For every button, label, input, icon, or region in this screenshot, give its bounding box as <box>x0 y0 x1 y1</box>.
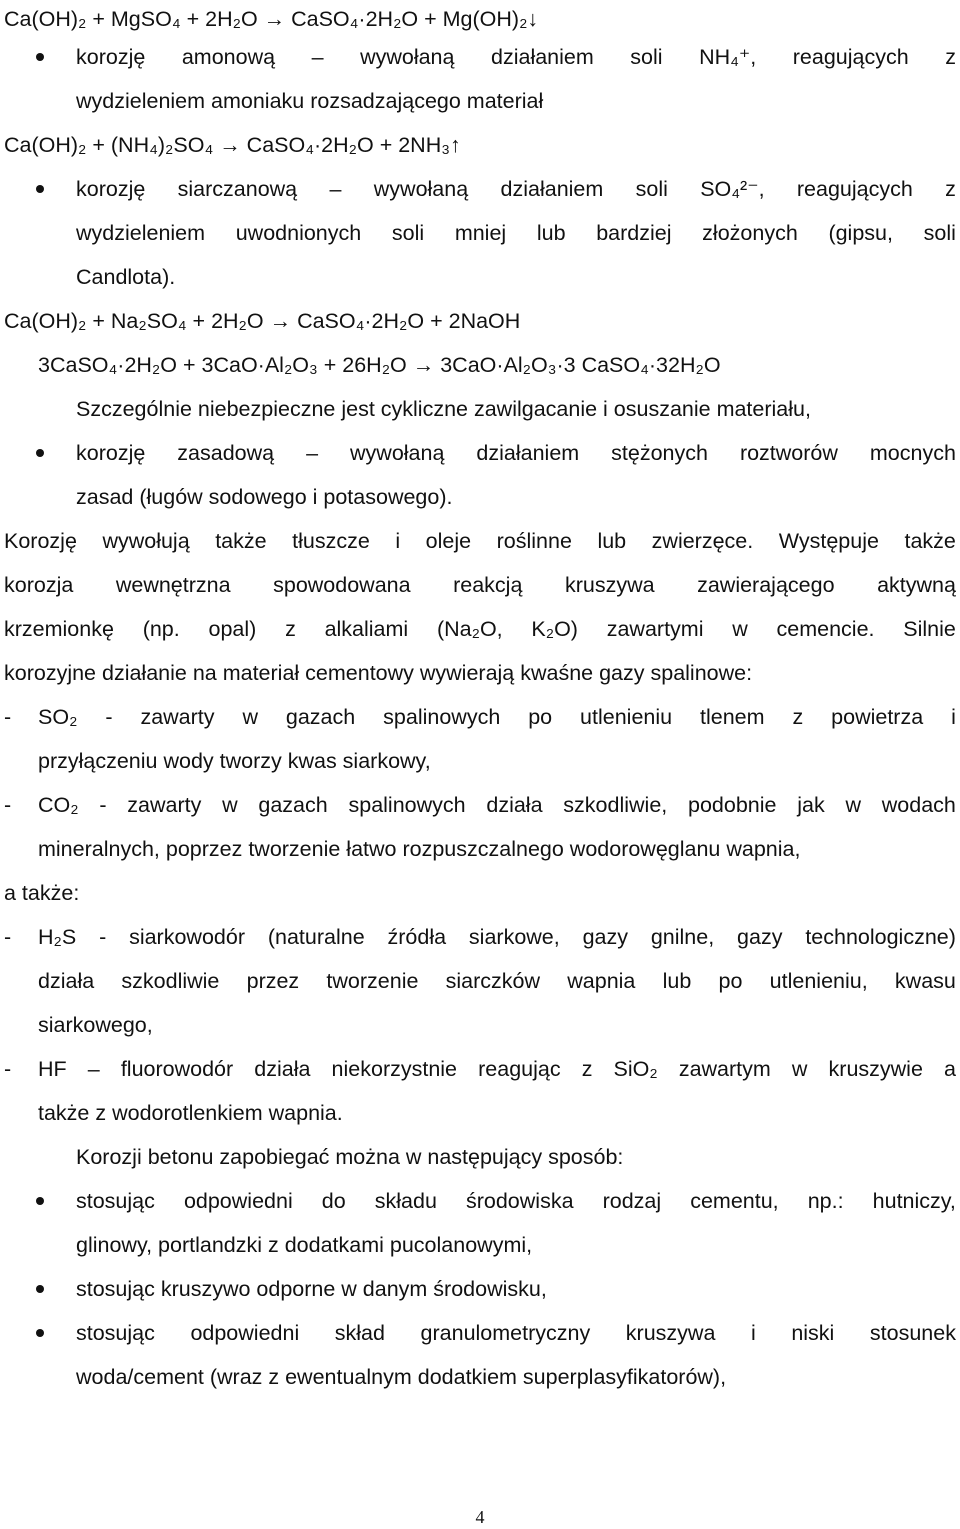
word: reakcją <box>453 573 523 597</box>
word: bardziej <box>596 221 672 245</box>
word: i <box>951 705 956 729</box>
word: w <box>732 617 748 641</box>
word: złożonych <box>702 221 798 245</box>
word: technologiczne) <box>805 925 956 949</box>
word: – <box>306 441 319 465</box>
list-item-line: Szczególnie niebezpieczne jest cykliczne zawilgacanie i osuszanie materiału, <box>76 397 811 421</box>
word: wapnia <box>567 969 636 993</box>
word: lub <box>536 221 566 245</box>
text-line: 3CaSO₄·2H₂O + 3CaO·Al₂O₃ + 26H₂O → 3CaO·Al₂O₃·3 CaSO₄·32H₂O <box>38 353 721 377</box>
word: działaniem <box>491 45 594 69</box>
word: rodzaj <box>602 1189 662 1213</box>
text-line: Ca(OH)₂ + MgSO₄ + 2H₂O → CaSO₄·2H₂O + Mg(OH)₂↓ <box>4 7 539 31</box>
word: także <box>904 529 956 553</box>
word: spalinowych <box>383 705 501 729</box>
word: wywołaną <box>350 441 445 465</box>
word: Silnie <box>903 617 956 641</box>
word: niski <box>791 1321 835 1345</box>
word: do <box>321 1189 346 1213</box>
word: kruszywie <box>828 1057 923 1081</box>
word: siarkowodór <box>129 925 245 949</box>
word: składu <box>374 1189 437 1213</box>
word: K₂O) <box>531 617 578 641</box>
list-item-line: stosując kruszywo odporne w danym środowisku, <box>76 1277 547 1301</box>
word: z <box>581 1057 593 1081</box>
list-item-line: Korozji betonu zapobiegać można w następujący sposób: <box>76 1145 624 1169</box>
word: także <box>215 529 267 553</box>
word: działaniem <box>500 177 604 201</box>
word: i <box>395 529 401 553</box>
word: z <box>285 617 296 641</box>
word: (np. <box>142 617 180 641</box>
word: wywołaną <box>373 177 469 201</box>
list-dash: - <box>4 793 12 817</box>
list-item-line: wydzieleniem amoniaku rozsadzającego materiał <box>76 89 544 113</box>
word: (gipsu, <box>828 221 893 245</box>
word: HF <box>38 1057 67 1081</box>
bullet-icon <box>36 53 44 61</box>
word: gazy <box>582 925 628 949</box>
word: gazy <box>737 925 783 949</box>
list-item-line: przyłączeniu wody tworzy kwas siarkowy, <box>38 749 431 773</box>
word: krzemionkę <box>4 617 114 641</box>
word: podobnie <box>688 793 777 817</box>
text-line <box>4 524 956 558</box>
text-line: korozyjne działanie na materiał cementowy wywierają kwaśne gazy spalinowe: <box>4 661 753 685</box>
word: granulometryczny <box>420 1321 591 1345</box>
word: siarczanową <box>177 177 298 201</box>
word: korozję <box>76 45 146 69</box>
list-item-line: glinowy, portlandzki z dodatkami pucolanowymi, <box>76 1233 533 1257</box>
list-item-line: także z wodorotlenkiem wapnia. <box>38 1101 343 1125</box>
word: działaniem <box>476 441 580 465</box>
word: w <box>222 793 238 817</box>
word: zawierającego <box>697 573 835 597</box>
text-line: Ca(OH)₂ + (NH₄)₂SO₄ → CaSO₄·2H₂O + 2NH₃↑ <box>4 133 461 157</box>
word: – <box>311 45 324 69</box>
word: zawarty <box>127 793 202 817</box>
word: cementu, <box>690 1189 779 1213</box>
word: a <box>944 1057 956 1081</box>
word: – <box>87 1057 100 1081</box>
word: korozję <box>76 177 146 201</box>
word: stosując <box>76 1189 155 1213</box>
word: jak <box>797 793 825 817</box>
bullet-icon <box>36 1285 44 1293</box>
list-dash: - <box>4 705 12 729</box>
list-item-line <box>76 216 956 250</box>
word: w <box>845 793 861 817</box>
text-line <box>4 568 956 602</box>
word: odpowiedni <box>190 1321 300 1345</box>
word: CO₂ <box>38 793 79 817</box>
list-item-line <box>76 436 956 470</box>
list-item-line <box>38 920 956 954</box>
word: lub <box>597 529 627 553</box>
word: działa <box>486 793 543 817</box>
word: stosując <box>76 1321 155 1345</box>
word: soli <box>923 221 956 245</box>
word: z <box>792 705 804 729</box>
word: soli <box>630 45 663 69</box>
text-line: a także: <box>4 881 80 905</box>
word: wywołują <box>102 529 190 553</box>
bullet-icon <box>36 1329 44 1337</box>
list-item-line: Candlota). <box>76 265 176 289</box>
list-item-line <box>76 1184 956 1218</box>
word: po <box>528 705 553 729</box>
word: kwasu <box>894 969 956 993</box>
word: wywołaną <box>360 45 455 69</box>
list-item-line <box>38 964 956 998</box>
word: siarczków <box>445 969 541 993</box>
word: odpowiedni <box>183 1189 293 1213</box>
word: lub <box>662 969 692 993</box>
word: gazach <box>285 705 356 729</box>
word: siarkowe, <box>468 925 560 949</box>
word: hutniczy, <box>872 1189 956 1213</box>
word: tlenem <box>700 705 765 729</box>
list-item-line <box>38 788 956 822</box>
word: gazach <box>258 793 328 817</box>
list-item-line: mineralnych, poprzez tworzenie łatwo rozpuszczalnego wodorowęglanu wapnia, <box>38 837 801 861</box>
word: zwierzęce. <box>651 529 754 553</box>
list-item-line: woda/cement (wraz z ewentualnym dodatkiem superplasyfikatorów), <box>76 1365 727 1389</box>
word: (naturalne <box>267 925 365 949</box>
word: z <box>945 177 956 201</box>
word: wodach <box>881 793 956 817</box>
word: skład <box>334 1321 385 1345</box>
word: środowiska <box>465 1189 574 1213</box>
list-item-line <box>38 700 956 734</box>
word: z <box>945 45 956 69</box>
word: (Na₂O, <box>436 617 503 641</box>
word: np.: <box>807 1189 844 1213</box>
word: zasadową <box>177 441 275 465</box>
word: - <box>99 925 107 949</box>
word: działa <box>38 969 95 993</box>
word: korozję <box>76 441 146 465</box>
word: stosunek <box>869 1321 956 1345</box>
word: korozja <box>4 573 74 597</box>
word: cemencie. <box>776 617 875 641</box>
word: opal) <box>208 617 257 641</box>
word: tworzenie <box>326 969 419 993</box>
bullet-icon <box>36 449 44 457</box>
word: działa <box>254 1057 311 1081</box>
word: niekorzystnie <box>331 1057 458 1081</box>
list-item-line <box>76 40 956 74</box>
bullet-icon <box>36 185 44 193</box>
list-item-line <box>38 1052 956 1086</box>
word: aktywną <box>877 573 956 597</box>
word: po <box>718 969 743 993</box>
word: spowodowana <box>273 573 411 597</box>
word: NH₄⁺, <box>699 45 757 69</box>
word: Występuje <box>778 529 879 553</box>
word: SO₄²⁻, <box>700 177 765 201</box>
list-item-line: siarkowego, <box>38 1013 153 1037</box>
word: gnilne, <box>650 925 715 949</box>
word: - <box>105 705 113 729</box>
word: i <box>750 1321 756 1345</box>
word: szkodliwie, <box>563 793 668 817</box>
word: kruszywa <box>564 573 655 597</box>
word: H₂S <box>38 925 77 949</box>
word: – <box>329 177 342 201</box>
list-item-line <box>76 1316 956 1350</box>
word: utlenieniu, <box>769 969 868 993</box>
word: roślinne <box>496 529 572 553</box>
word: SO₂ <box>38 705 78 729</box>
word: zawartym <box>678 1057 771 1081</box>
word: mocnych <box>869 441 956 465</box>
word: fluorowodór <box>120 1057 234 1081</box>
word: - <box>99 793 107 817</box>
word: przez <box>246 969 300 993</box>
word: zawarty <box>140 705 215 729</box>
word: spalinowych <box>348 793 466 817</box>
list-dash: - <box>4 1057 12 1081</box>
word: reagując <box>478 1057 561 1081</box>
word: uwodnionych <box>235 221 362 245</box>
word: w <box>242 705 258 729</box>
word: amonową <box>181 45 276 69</box>
word: soli <box>635 177 668 201</box>
word: reagujących <box>792 45 909 69</box>
word: wewnętrzna <box>115 573 231 597</box>
bullet-icon <box>36 1197 44 1205</box>
word: SiO₂ <box>613 1057 658 1081</box>
word: szkodliwie <box>121 969 220 993</box>
word: powietrza <box>831 705 924 729</box>
word: stężonych <box>611 441 708 465</box>
word: oleje <box>425 529 472 553</box>
word: roztworów <box>739 441 838 465</box>
page-number: 4 <box>475 1507 485 1527</box>
list-dash: - <box>4 925 12 949</box>
word: tłuszcze <box>292 529 370 553</box>
word: w <box>791 1057 808 1081</box>
word: źródła <box>387 925 447 949</box>
list-item-line: zasad (ługów sodowego i potasowego). <box>76 485 453 509</box>
word: soli <box>391 221 425 245</box>
word: utlenieniu <box>580 705 673 729</box>
word: zawartymi <box>606 617 704 641</box>
word: kruszywa <box>625 1321 716 1345</box>
text-line: Ca(OH)₂ + Na₂SO₄ + 2H₂O → CaSO₄·2H₂O + 2NaOH <box>4 309 521 333</box>
list-item-line <box>76 172 956 206</box>
word: alkaliami <box>324 617 409 641</box>
word: Korozję <box>4 529 77 553</box>
word: mniej <box>454 221 507 245</box>
text-line <box>4 612 956 646</box>
word: wydzieleniem <box>76 221 206 245</box>
word: reagujących <box>796 177 913 201</box>
